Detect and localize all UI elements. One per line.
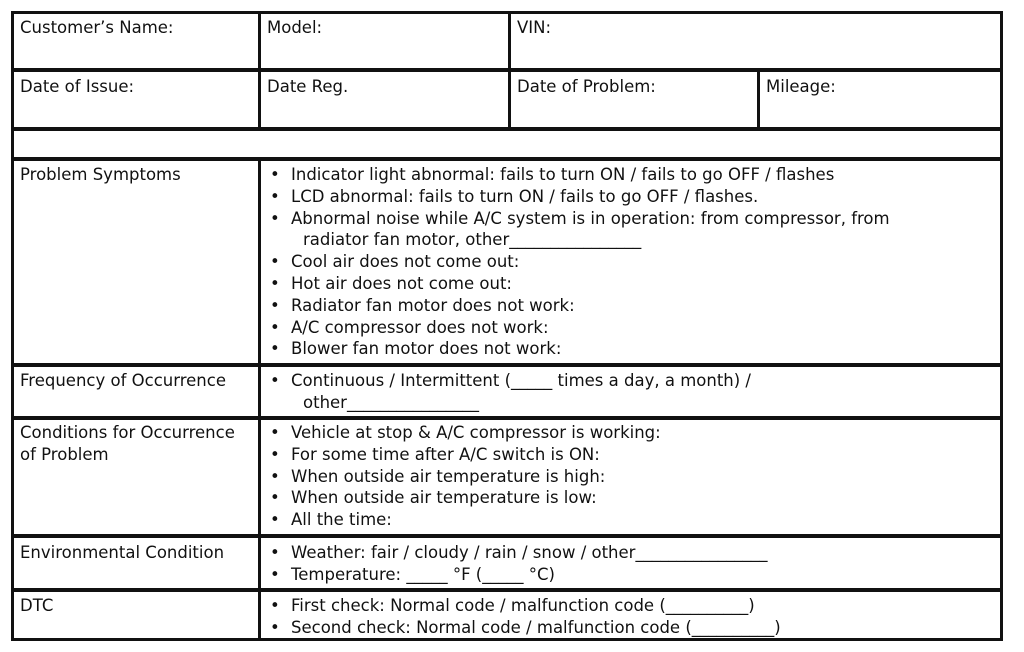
vin-label: VIN:: [517, 18, 552, 37]
customer-name-field[interactable]: [14, 14, 258, 68]
frequency-item-continuation: other________________: [303, 392, 479, 412]
mileage-field[interactable]: [760, 72, 1000, 127]
customer-name-label: Customer’s Name:: [20, 18, 174, 37]
frequency-label-cell: [14, 367, 258, 416]
date-reg-label: Date Reg.: [267, 77, 349, 96]
condition-item[interactable]: • When outside air temperature is low:: [267, 487, 1001, 509]
vin-field[interactable]: [511, 14, 1001, 68]
symptom-list: [267, 164, 1001, 360]
environment-label: Environmental Condition: [20, 543, 225, 562]
environment-item[interactable]: • Weather: fair / cloudy / rain / snow / other________________: [267, 542, 1001, 564]
conditions-list: [267, 422, 1001, 531]
conditions-label-cell: [14, 420, 258, 534]
mileage-label: Mileage:: [766, 77, 836, 96]
environment-item[interactable]: • Temperature: _____ °F (_____ °C): [267, 564, 1001, 586]
date-of-problem-field[interactable]: [511, 72, 757, 127]
model-field[interactable]: [261, 14, 508, 68]
condition-item[interactable]: • All the time:: [267, 509, 1001, 531]
symptom-item[interactable]: • Radiator fan motor does not work:: [267, 295, 1001, 317]
symptom-item[interactable]: • A/C compressor does not work:: [267, 317, 1001, 339]
frequency-label: Frequency of Occurrence: [20, 371, 226, 390]
environment-list: [267, 542, 1001, 586]
customer-problem-form: [11, 11, 1003, 641]
dtc-label: DTC: [20, 596, 54, 615]
date-of-issue-label: Date of Issue:: [20, 77, 135, 96]
dtc-label-cell: [14, 592, 258, 641]
conditions-label: of Problem: [20, 444, 109, 464]
condition-item[interactable]: • For some time after A/C switch is ON:: [267, 444, 1001, 466]
blank-separator-row: [14, 131, 1000, 157]
symptom-item[interactable]: • Hot air does not come out:: [267, 273, 1001, 295]
symptom-item-continuation: radiator fan motor, other________________: [303, 230, 642, 250]
environment-label-cell: [14, 538, 258, 588]
dtc-list: [267, 595, 1001, 639]
symptom-item[interactable]: • Cool air does not come out:: [267, 251, 1001, 273]
symptom-item[interactable]: • LCD abnormal: fails to turn ON / fails to go OFF / flashes.: [267, 186, 1001, 208]
symptom-item[interactable]: • Blower fan motor does not work:: [267, 338, 1001, 360]
problem-symptoms-label: Problem Symptoms: [20, 165, 181, 184]
dtc-options: [261, 592, 1001, 641]
conditions-label: Conditions for Occurrence: [20, 423, 235, 442]
frequency-item[interactable]: • Continuous / Intermittent (_____ times a day, a month) /: [267, 370, 1001, 392]
environment-options: [261, 538, 1001, 588]
conditions-options: [261, 420, 1001, 534]
symptom-item[interactable]: • Indicator light abnormal: fails to turn ON / fails to go OFF / flashes: [267, 164, 1001, 186]
model-label: Model:: [267, 18, 323, 37]
condition-item[interactable]: • Vehicle at stop & A/C compressor is working:: [267, 422, 1001, 444]
dtc-item[interactable]: • Second check: Normal code / malfunction code (__________): [267, 617, 1001, 639]
condition-item[interactable]: • When outside air temperature is high:: [267, 466, 1001, 488]
frequency-options: [261, 367, 1001, 416]
problem-symptoms-label-cell: [14, 161, 258, 363]
date-of-issue-field[interactable]: [14, 72, 258, 127]
date-of-problem-label: Date of Problem:: [517, 77, 656, 96]
dtc-item[interactable]: • First check: Normal code / malfunction code (__________): [267, 595, 1001, 617]
symptom-item[interactable]: • Abnormal noise while A/C system is in operation: from compressor, from: [267, 208, 1001, 230]
problem-symptoms-options: [261, 161, 1001, 363]
date-reg-field[interactable]: [261, 72, 508, 127]
frequency-list: [267, 370, 1001, 414]
